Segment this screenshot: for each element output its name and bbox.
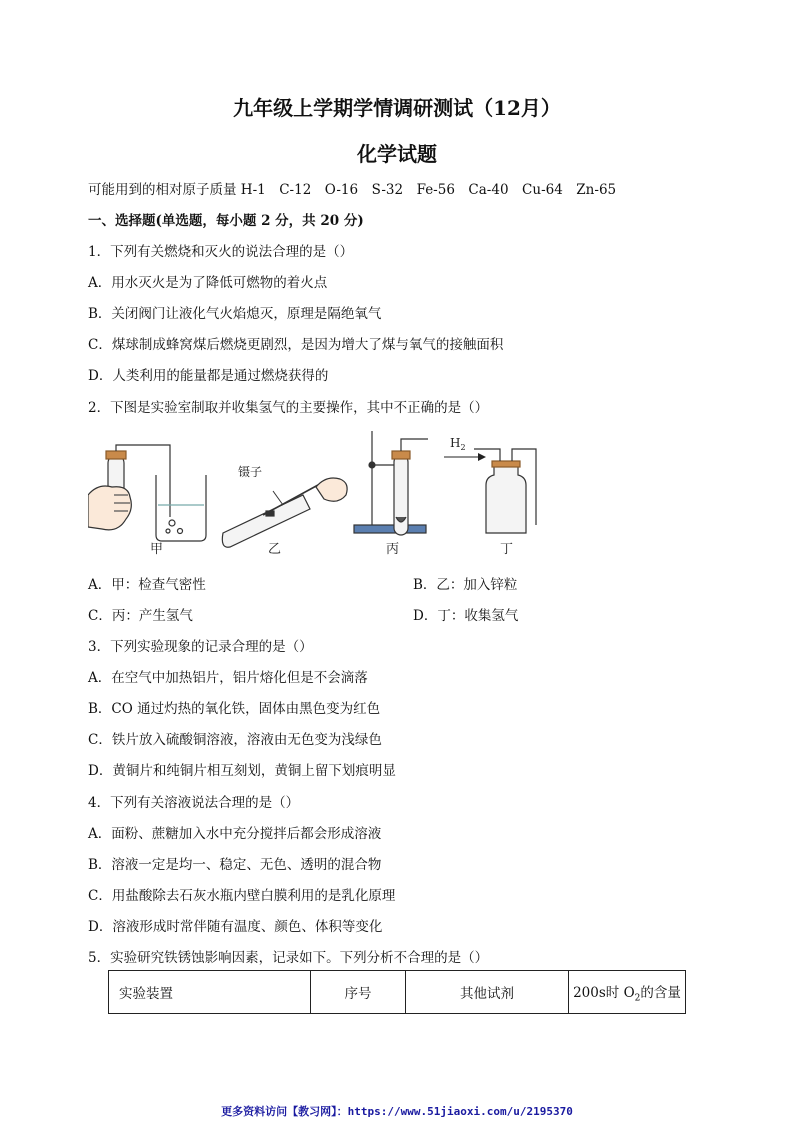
question-3-option-a: A．在空气中加热铝片，铝片熔化但是不会滴落 (88, 670, 368, 686)
label-jia: 甲 (150, 542, 164, 557)
question-2-option-a: A．甲：检查气密性 (88, 577, 206, 593)
label-ding: 丁 (500, 542, 514, 557)
table-header-reagent: 其他试剂 (406, 971, 569, 1014)
question-3-option-d: D．黄铜片和纯铜片相互刻划，黄铜上留下划痕明显 (88, 763, 396, 779)
figure-ding-collect-hydrogen (474, 449, 536, 533)
question-2-stem: 2．下图是实验室制取并收集氢气的主要操作，其中不正确的是（） (88, 400, 489, 416)
table-header-apparatus: 实验装置 (109, 971, 311, 1014)
table-header-number: 序号 (311, 971, 406, 1014)
question-1-option-a: A．用水灭火是为了降低可燃物的着火点 (88, 275, 328, 291)
footer-link[interactable]: 更多资料访问【教习网】：https://www.51jiaoxi.com/u/2195370 (221, 1105, 573, 1118)
question-3-option-c: C．铁片放入硫酸铜溶液，溶液由无色变为浅绿色 (88, 732, 382, 748)
figure-bing-produce-hydrogen (354, 431, 428, 535)
question-3-stem: 3．下列实验现象的记录合理的是（） (88, 639, 313, 655)
question-1-option-b: B．关闭阀门让液化气火焰熄灭，原理是隔绝氧气 (88, 306, 382, 322)
question-5-table (108, 970, 686, 1014)
gas-label: $H_2$ (450, 436, 466, 452)
section-heading: 一、选择题(单选题，每小题 2 分，共 20 分) (88, 213, 364, 229)
figure-jia-airtightness (88, 445, 206, 541)
question-4-option-d: D．溶液形成时常伴随有温度、颜色、体积等变化 (88, 919, 383, 935)
question-4-option-b: B．溶液一定是均一、稳定、无色、透明的混合物 (88, 857, 382, 873)
figure-yi-add-zinc (222, 478, 347, 547)
question-3-option-b: B．CO 通过灼热的氧化铁，固体由黑色变为红色 (88, 701, 381, 717)
tweezers-label: 镊子 (238, 465, 263, 479)
question-2-option-b: B．乙：加入锌粒 (413, 577, 518, 593)
table-header-o2-content: 200s时 $O_2$的含量 (569, 971, 686, 1014)
question-2-option-c: C．丙：产生氢气 (88, 608, 193, 624)
page-subtitle: 化学试题 (357, 142, 437, 166)
label-bing: 丙 (386, 542, 400, 557)
question-1-stem: 1．下列有关燃烧和灭火的说法合理的是（） (88, 244, 354, 260)
page-title: 九年级上学期学情调研测试（12月） (233, 96, 561, 120)
atomic-masses: 可能用到的相对原子质量 H-1 C-12 O-16 S-32 Fe-56 Ca-40 Cu-64 Zn-65 (88, 182, 617, 198)
apparatus-figure (88, 425, 548, 560)
question-4-option-a: A．面粉、蔗糖加入水中充分搅拌后都会形成溶液 (88, 826, 382, 842)
table-header-row (109, 971, 686, 1014)
question-1-option-c: C．煤球制成蜂窝煤后燃烧更剧烈，是因为增大了煤与氧气的接触面积 (88, 337, 504, 353)
question-4-stem: 4．下列有关溶液说法合理的是（） (88, 795, 300, 811)
question-4-option-c: C．用盐酸除去石灰水瓶内壁白膜利用的是乳化原理 (88, 888, 396, 904)
label-yi: 乙 (268, 542, 282, 557)
question-5-stem: 5．实验研究铁锈蚀影响因素，记录如下。下列分析不合理的是（） (88, 950, 489, 966)
question-2-option-d: D．丁：收集氢气 (413, 608, 519, 624)
question-1-option-d: D．人类利用的能量都是通过燃烧获得的 (88, 368, 329, 384)
arrow-right-icon (478, 453, 486, 461)
